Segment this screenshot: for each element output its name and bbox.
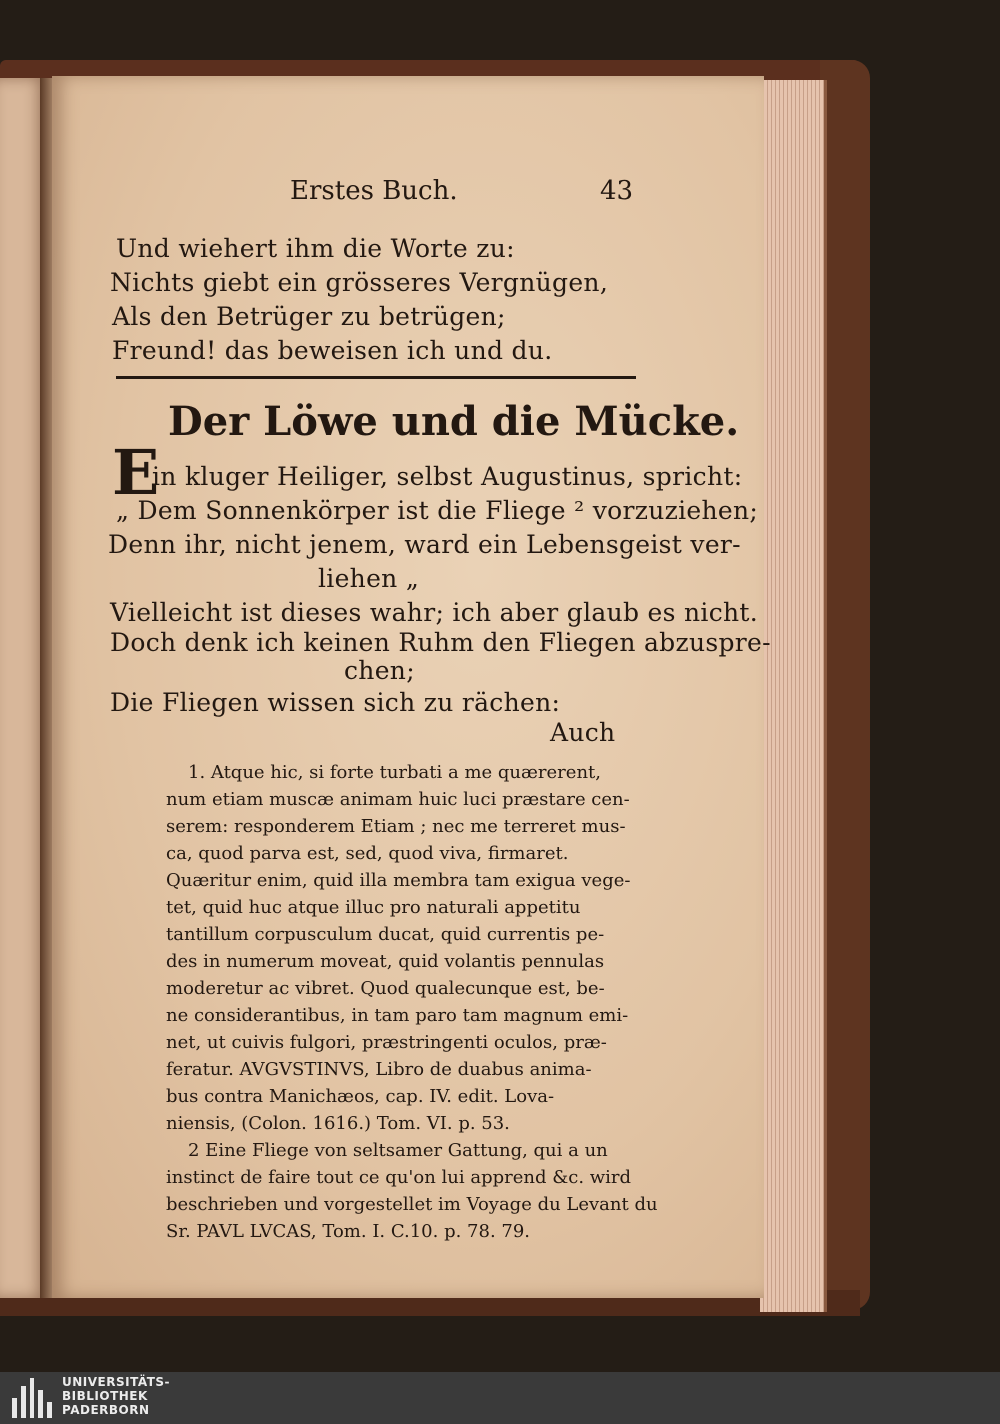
page-number: 43 — [600, 176, 634, 206]
footnote-line: 1. Atque hic, si forte turbati a me quærerent, — [188, 762, 601, 783]
fable-line: liehen „ — [318, 564, 420, 593]
fable-line: „ Dem Sonnenkörper ist die Fliege ² vorzuziehen; — [116, 496, 759, 525]
footnote-line: ne considerantibus, in tam paro tam magnum emi- — [166, 1005, 629, 1026]
poem-line: Als den Betrüger zu betrügen; — [112, 302, 506, 331]
footnote-line: niensis, (Colon. 1616.) Tom. VI. p. 53. — [166, 1113, 510, 1134]
fable-line: Die Fliegen wissen sich zu rächen: — [110, 688, 561, 717]
footnote-line: tet, quid huc atque illuc pro naturali appetitu — [166, 897, 581, 918]
fable-line: chen; — [344, 656, 415, 685]
book-cover-right — [820, 60, 870, 1310]
poem-line: Nichts giebt ein grösseres Vergnügen, — [110, 268, 609, 297]
catchword: Auch — [550, 718, 616, 747]
footnote-line: tantillum corpusculum ducat, quid currentis pe- — [166, 924, 605, 945]
running-title: Erstes Buch. — [290, 176, 458, 206]
footnote-line: beschrieben und vorgestellet im Voyage du Levant du — [166, 1194, 658, 1215]
footnote-line: des in numerum moveat, quid volantis pennulas — [166, 951, 605, 972]
section-rule — [116, 376, 636, 379]
poem-line: Und wiehert ihm die Worte zu: — [116, 234, 515, 263]
footnote-line: ca, quod parva est, sed, quod viva, firmaret. — [166, 843, 569, 864]
footnote-line: serem: responderem Etiam ; nec me terreret mus- — [166, 816, 626, 837]
fable-line: Doch denk ich keinen Ruhm den Fliegen abzuspre- — [110, 628, 771, 657]
footnote-line: feratur. AVGVSTINVS, Libro de duabus anima- — [166, 1059, 592, 1080]
footnote-line: Sr. PAVL LVCAS, Tom. I. C.10. p. 78. 79. — [166, 1221, 531, 1242]
page-edges — [760, 80, 827, 1312]
fable-title: Der Löwe und die Mücke. — [168, 398, 740, 445]
footnote-line: instinct de faire tout ce qu'on lui apprend &c. wird — [166, 1167, 632, 1188]
footnote-line: 2 Eine Fliege von seltsamer Gattung, qui a un — [188, 1140, 608, 1161]
library-name-line: UNIVERSITÄTS- — [62, 1375, 171, 1389]
library-name-line: BIBLIOTHEK — [62, 1389, 148, 1403]
footnote-line: num etiam muscæ animam huic luci præstare cen- — [166, 789, 630, 810]
library-name-line: PADERBORN — [62, 1403, 150, 1417]
footnote-line: Quæritur enim, quid illa membra tam exigua vege- — [166, 870, 631, 891]
library-name — [62, 1375, 170, 1417]
fable-line: Vielleicht ist dieses wahr; ich aber glaub es nicht. — [110, 598, 758, 627]
poem-line: Freund! das beweisen ich und du. — [112, 336, 553, 365]
footnote-line: net, ut cuivis fulgori, præstringenti oculos, præ- — [166, 1032, 607, 1053]
fable-line: in kluger Heiliger, selbst Augustinus, spricht: — [152, 462, 743, 491]
footnote-line: moderetur ac vibret. Quod qualecunque est, be- — [166, 978, 605, 999]
fable-line: Denn ihr, nicht jenem, ward ein Lebensgeist ver- — [108, 530, 741, 559]
drop-cap: E — [112, 436, 160, 509]
footnote-line: bus contra Manichæos, cap. IV. edit. Lova- — [166, 1086, 555, 1107]
library-logo-icon — [12, 1378, 52, 1418]
